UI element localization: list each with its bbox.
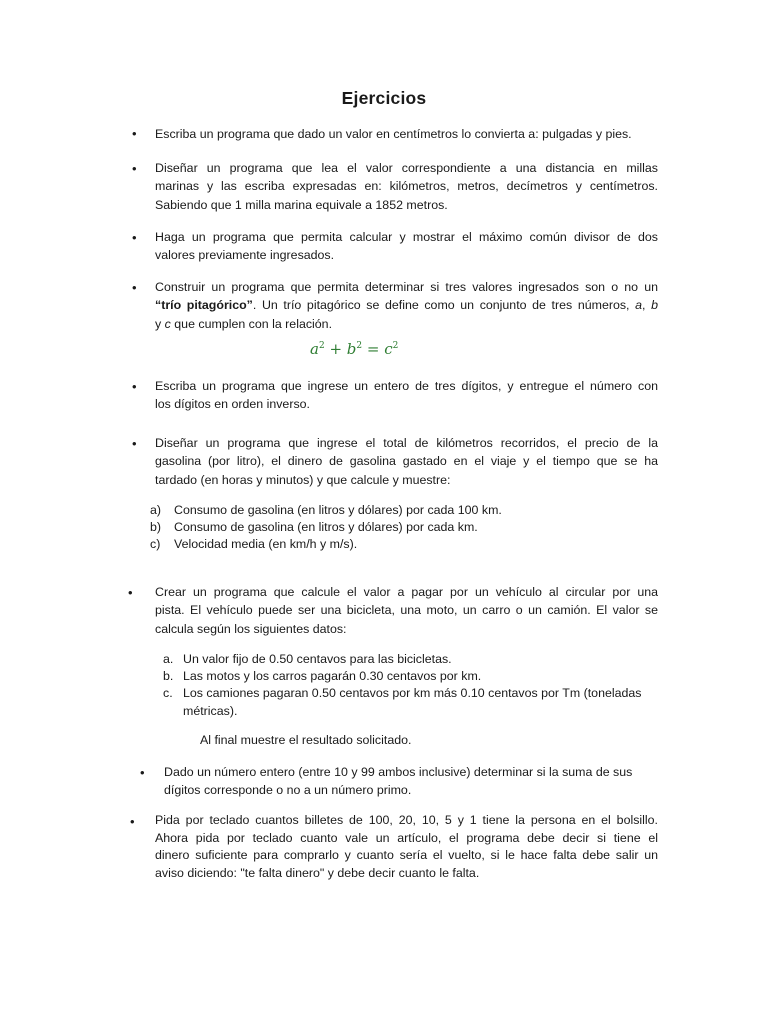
- exercise-3-line: Haga un programa que permita calcular y mostrar el máximo común divisor de dos: [155, 230, 658, 244]
- equation-b: b: [346, 340, 357, 358]
- bullet-4: •: [132, 280, 137, 295]
- exercise-2: [155, 159, 658, 214]
- exercise-2-line: Diseñar un programa que lea el valor correspondiente a una distancia en millas: [155, 161, 658, 175]
- equation-equals: =: [362, 340, 385, 358]
- exercise-1: [155, 125, 675, 143]
- bullet-7: •: [128, 585, 133, 600]
- list-item: [150, 519, 502, 536]
- exercise-4-text: y: [155, 316, 165, 331]
- exercise-4-line: Construir un programa que permita determinar si tres valores ingresados son o no un: [155, 280, 658, 294]
- exercise-7-line: calcula según los siguientes datos:: [155, 621, 347, 636]
- exercise-9: [155, 812, 658, 882]
- exercise-4: [155, 278, 658, 333]
- list-marker: a): [150, 503, 162, 517]
- exercise-9-line: Pida por teclado cuantos billetes de 100, 20, 10, 5 y 1 tiene la persona en el bolsillo.: [155, 813, 658, 827]
- equation-exponent: 2: [356, 341, 363, 351]
- exercise-8-line: dígitos corresponde o no a un número primo.: [164, 783, 412, 798]
- list-marker: b): [150, 520, 162, 535]
- exercise-3-line: valores previamente ingresados.: [155, 248, 335, 263]
- exercise-7: [155, 583, 658, 638]
- document-title: Ejercicios: [341, 88, 427, 108]
- bullet-6: •: [132, 436, 137, 451]
- bullet-1: •: [132, 126, 137, 141]
- exercise-5-line: los dígitos en orden inverso.: [155, 397, 310, 412]
- exercise-2-line: marinas y las escriba expresadas en: kilómetros, metros, decímetros y centímetros.: [155, 179, 658, 194]
- exercise-8-line: Dado un número entero (entre 10 y 99 ambos inclusive) determinar si la suma de sus: [164, 765, 633, 779]
- bullet-9: •: [130, 814, 135, 829]
- list-item-continuation: métricas).: [183, 703, 238, 718]
- exercise-8: [164, 763, 664, 800]
- exercise-6: [155, 434, 658, 489]
- exercise-4-line: [155, 296, 658, 314]
- list-marker: c.: [163, 686, 173, 701]
- exercise-6-line: tardado (en horas y minutos) y que calcule y muestre:: [155, 472, 451, 487]
- list-item-text: Velocidad media (en km/h y m/s).: [174, 537, 358, 552]
- exercise-5: [155, 377, 658, 414]
- variable-c: c: [164, 316, 171, 331]
- exercise-6-line: Diseñar un programa que ingrese el total de kilómetros recorridos, el precio de la: [155, 436, 658, 450]
- list-item: [150, 502, 502, 519]
- pythagorean-triple-term: “trío pitagórico”: [155, 298, 253, 313]
- exercise-7-list: [163, 651, 641, 720]
- bullet-5: •: [132, 379, 137, 394]
- exercise-4-text: . Un trío pitagórico se define como un conjunto de tres números,: [252, 298, 636, 313]
- exercise-2-line: Sabiendo que 1 milla marina equivale a 1852 metros.: [155, 197, 448, 212]
- variable-a: a: [635, 298, 643, 313]
- list-item-text: Los camiones pagaran 0.50 centavos por km más 0.10 centavos por Tm (toneladas: [183, 686, 642, 701]
- exercise-6-list: [150, 502, 502, 554]
- list-item: [163, 651, 641, 668]
- bullet-8: •: [140, 765, 145, 780]
- exercise-3: [155, 228, 658, 265]
- exercise-7-line: pista. El vehículo puede ser una bicicleta, una moto, un carro o un camión. El valor se: [155, 603, 658, 618]
- list-item: [163, 685, 641, 702]
- list-item: [163, 668, 641, 685]
- comma: ,: [642, 298, 652, 313]
- exercise-7-final-note: Al final muestre el resultado solicitado.: [200, 733, 412, 747]
- equation-exponent: 2: [392, 341, 399, 351]
- equation-a: a: [310, 340, 319, 358]
- list-marker: c): [150, 537, 161, 552]
- exercise-9-line: aviso diciendo: "te falta dinero" y debe decir cuanto le falta.: [155, 865, 480, 880]
- exercise-1-text: Escriba un programa que dado un valor en centímetros lo convierta a: pulgadas y pies.: [155, 127, 632, 141]
- pythagorean-equation: [310, 340, 398, 358]
- list-item-text: Las motos y los carros pagarán 0.30 centavos por km.: [183, 669, 482, 684]
- equation-c: c: [384, 340, 393, 358]
- equation-exponent: 2: [318, 341, 325, 351]
- exercise-9-line: dinero suficiente para comprarlo y cuanto sería el vuelto, si le hace falta debe salir un: [155, 848, 658, 862]
- exercise-4-text: que cumplen con la relación.: [170, 316, 333, 331]
- variable-b: b: [651, 298, 659, 313]
- exercise-5-line: Escriba un programa que ingrese un entero de tres dígitos, y entregue el número con: [155, 379, 658, 393]
- list-item-text: Un valor fijo de 0.50 centavos para las bicicletas.: [183, 652, 452, 666]
- exercise-7-line: Crear un programa que calcule el valor a pagar por un vehículo al circular por una: [155, 585, 658, 599]
- list-item: [150, 536, 502, 553]
- list-item-text: Consumo de gasolina (en litros y dólares) por cada km.: [174, 520, 478, 535]
- bullet-3: •: [132, 230, 137, 245]
- exercise-9-line: Ahora pida por teclado cuanto vale un artículo, el programa debe decir si tiene el: [155, 830, 658, 845]
- exercise-6-line: gasolina (por litro), el dinero de gasolina gastado en el viaje y el tiempo que se ha: [155, 454, 658, 469]
- list-marker: a.: [163, 652, 174, 666]
- list-marker: b.: [163, 669, 174, 684]
- bullet-2: •: [132, 161, 137, 176]
- equation-plus: +: [324, 340, 347, 358]
- list-item-text: Consumo de gasolina (en litros y dólares) por cada 100 km.: [174, 503, 502, 517]
- exercise-4-line: [155, 315, 658, 333]
